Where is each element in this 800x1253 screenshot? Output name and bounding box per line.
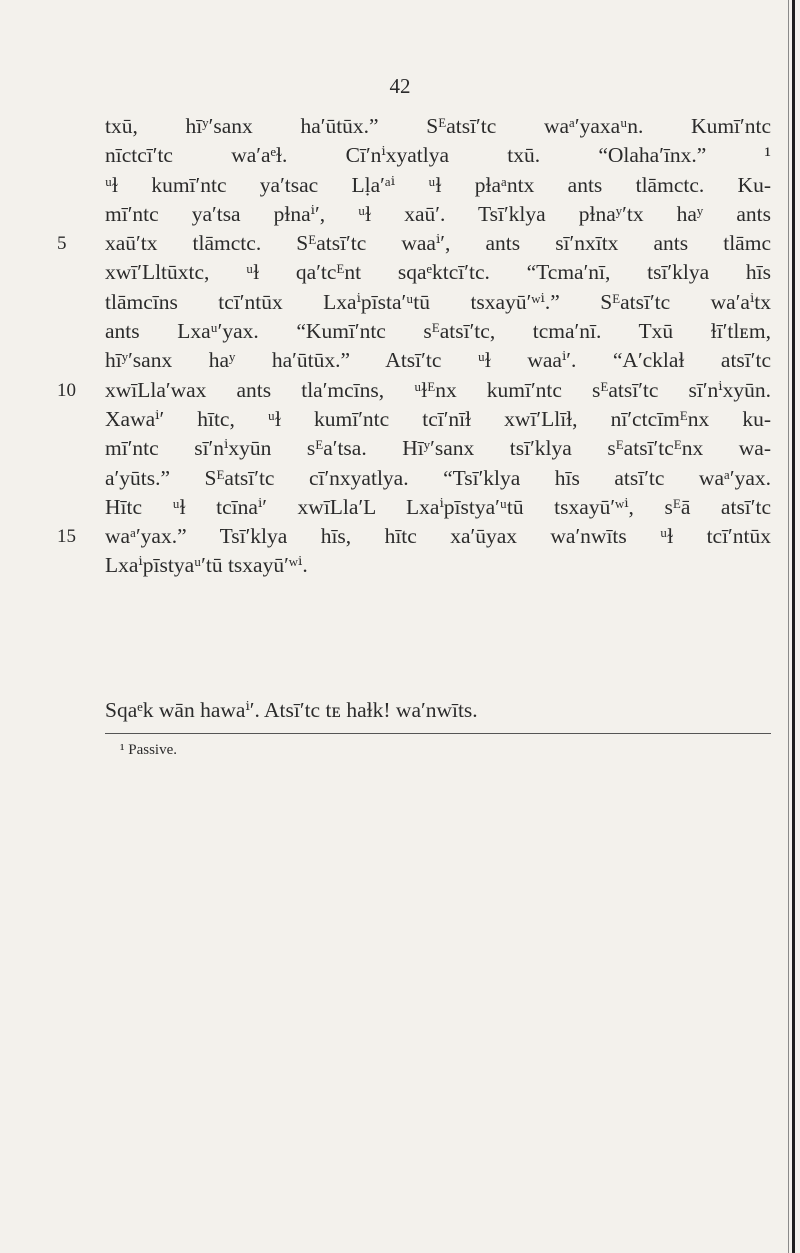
line-number: 5 (57, 233, 67, 255)
text-line (105, 200, 771, 229)
text-line (105, 346, 771, 375)
line-text: txū, hīʸʹsanx haʹūtūx.” Sᴱatsīʹtc waᵃʹyaxaᵘn. Kumīʹntc (105, 114, 771, 138)
line-text: xwīʹLltūxtc, ᵘɫ qaʹtcᴱnt sqaᵉktcīʹtc. “Tcmaʹnī, tsīʹklya hīs (105, 260, 771, 285)
page-number: 42 (389, 74, 411, 98)
text-line (57, 376, 771, 405)
footnote-marker: ¹ (120, 742, 125, 758)
text-line (105, 288, 771, 317)
text-line (105, 171, 771, 200)
line-text: nīctcīʹtc waʹaᵉɫ. Cīʹnⁱxyatlya txū. “Olahaʹīnx.” ¹ (105, 143, 771, 168)
line-text: ants Lxaᵘʹyax. “Kumīʹntc sᴱatsīʹtc, tcmaʹnī. Txū ɫīʹtlᴇm, (105, 319, 771, 344)
line-text: Hītc ᵘɫ tcīnaⁱʹ xwīLlaʹL Lxaⁱpīstyaʹᵘtū tsxayūʹʷⁱ, sᴱā atsīʹtc (105, 494, 771, 519)
line-text: tlāmcīns tcīʹntūx Lxaⁱpīstaʹᵘtū tsxayūʹʷⁱ.” Sᴱatsīʹtc waʹaⁱtx (105, 289, 771, 314)
line-text: Lxaⁱpīstyaᵘʹtū tsxayūʹʷⁱ. (105, 553, 308, 578)
footnote-divider (105, 733, 771, 734)
line-text: xwīLlaʹwax ants tlaʹmcīns, ᵘɫᴱnx kumīʹntc sᴱatsīʹtc sīʹnⁱxyūn. (105, 377, 771, 402)
line-number: 10 (57, 379, 76, 401)
line-text: ᵘɫ kumīʹntc yaʹtsac Lḷaʹᵃⁱ ᵘɫ pɫaᵃntx ants tlāmctc. Ku- (105, 172, 771, 197)
text-line (57, 229, 771, 258)
text-line (57, 522, 771, 551)
line-text: Xawaⁱʹ hītc, ᵘɫ kumīʹntc tcīʹnīɫ xwīʹLlīɫ, nīʹctcīmᴱnx ku- (105, 406, 771, 431)
text-line (105, 464, 771, 493)
main-text-block (57, 112, 771, 581)
text-line (105, 258, 771, 287)
closing-line: Sqaᵉk wān hawaⁱʹ. Atsīʹtc tᴇ haɫk! waʹnwīts. (105, 698, 478, 722)
footnote (120, 740, 177, 760)
text-line (105, 551, 771, 580)
text-line (105, 434, 771, 463)
line-number: 15 (57, 526, 76, 548)
text-line (105, 112, 771, 141)
text-line (105, 405, 771, 434)
text-line (105, 317, 771, 346)
page-edge-binding (792, 0, 795, 1253)
line-text: mīʹntc yaʹtsa pɫnaⁱʹ, ᵘɫ xaūʹ. Tsīʹklya pɫnaʸʹtx haʸ ants (105, 201, 771, 226)
text-line (105, 493, 771, 522)
line-text: mīʹntc sīʹnⁱxyūn sᴱaʹtsa. Hīʸʹsanx tsīʹklya sᴱatsīʹtcᴱnx wa- (105, 436, 771, 461)
footnote-text: Passive. (128, 742, 177, 758)
line-text: xaūʹtx tlāmctc. Sᴱatsīʹtc waaⁱʹ, ants sīʹnxītx ants tlāmc (105, 231, 771, 256)
page-edge-shadow (788, 0, 789, 1253)
line-text: aʹyūts.” Sᴱatsīʹtc cīʹnxyatlya. “Tsīʹklya hīs atsīʹtc waᵃʹyax. (105, 465, 771, 490)
text-line (105, 141, 771, 170)
line-text: waᵃʹyax.” Tsīʹklya hīs, hītc xaʹūyax waʹnwīts ᵘɫ tcīʹntūx (105, 524, 771, 549)
line-text: hīʸʹsanx haʸ haʹūtūx.” Atsīʹtc ᵘɫ waaⁱʹ. “Aʹcklaɫ atsīʹtc (105, 348, 771, 373)
